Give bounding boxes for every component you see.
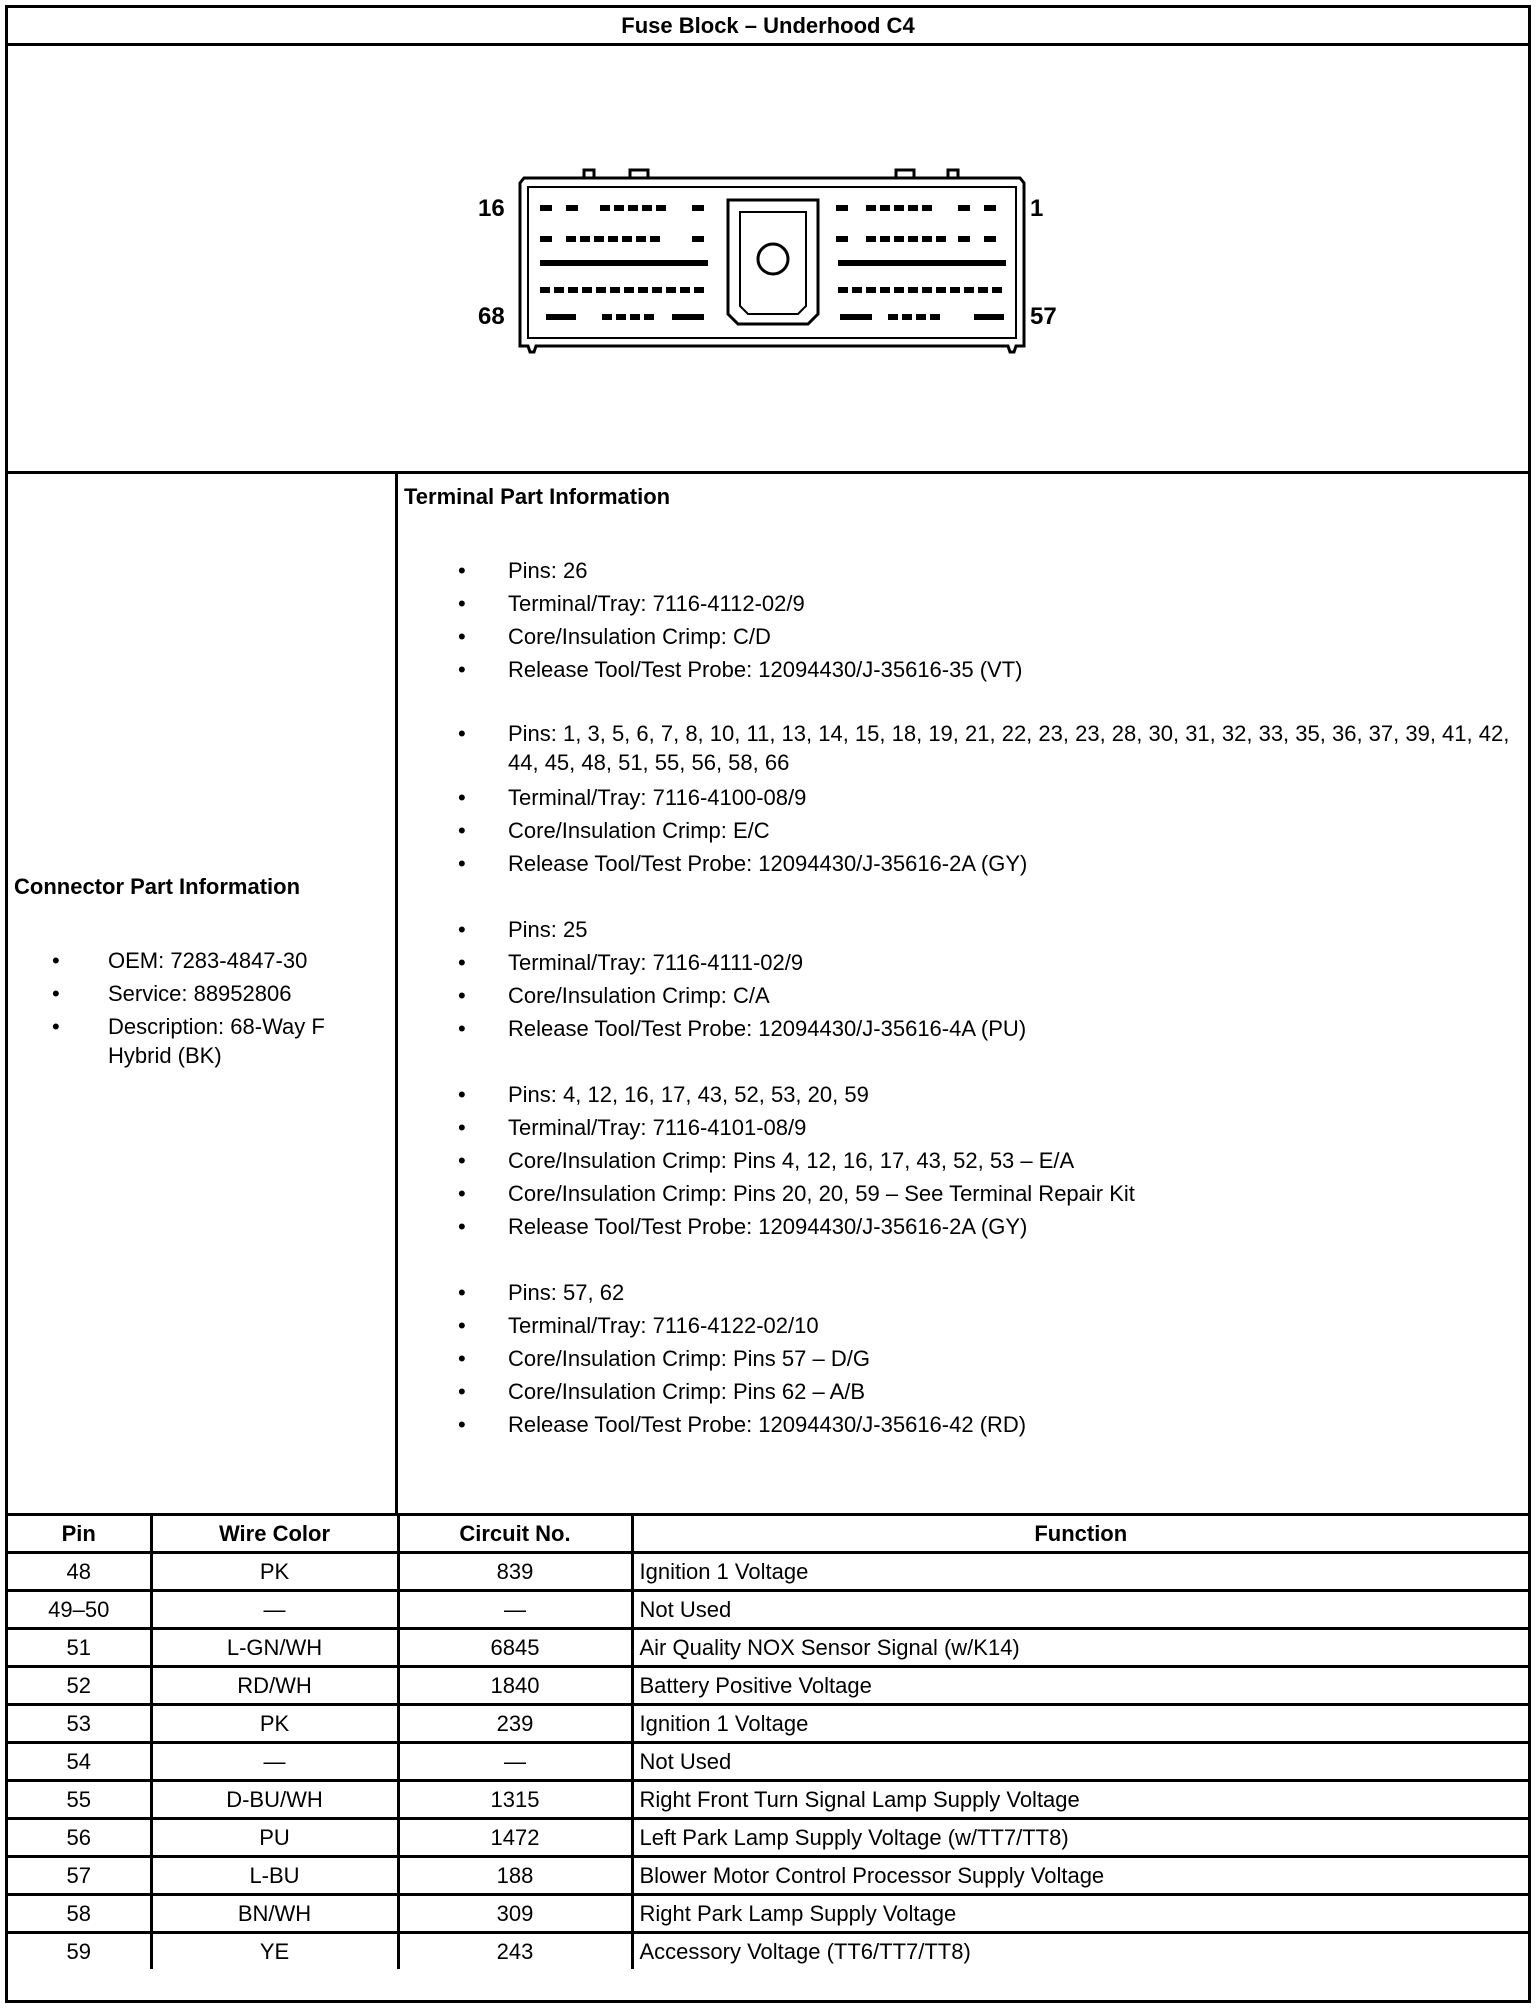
cell-function: Air Quality NOX Sensor Signal (w/K14) (632, 1629, 1528, 1667)
cell-wire-color: BN/WH (151, 1895, 398, 1933)
cell-circuit: 6845 (398, 1629, 632, 1667)
cell-circuit: 188 (398, 1857, 632, 1895)
pin-label-1: 1 (1030, 195, 1044, 222)
cell-pin: 55 (8, 1781, 151, 1819)
table-row (8, 1591, 1528, 1629)
cell-pin: 48 (8, 1553, 151, 1591)
cell-pin: 52 (8, 1667, 151, 1705)
cell-wire-color: PK (151, 1705, 398, 1743)
connector-sheet (5, 5, 1531, 2003)
terminal-info-item: • Pins: 26 (508, 554, 1518, 587)
part-information (8, 474, 1528, 1516)
terminal-info-heading: Terminal Part Information (404, 484, 671, 509)
terminal-info-item: • Release Tool/Test Probe: 12094430/J-35616-4A (PU) (508, 1012, 1518, 1045)
table-row (8, 1629, 1528, 1667)
table-row (8, 1857, 1528, 1895)
terminal-group-1 (508, 554, 1518, 686)
cell-function: Blower Motor Control Processor Supply Voltage (632, 1857, 1528, 1895)
terminal-group-2 (508, 719, 1518, 880)
cell-pin: 54 (8, 1743, 151, 1781)
terminal-part-info (398, 474, 1528, 1513)
cell-pin: 49–50 (8, 1591, 151, 1629)
cell-pin: 59 (8, 1933, 151, 1970)
connector-info-heading: Connector Part Information (14, 874, 301, 899)
terminal-info-item: • Terminal/Tray: 7116-4101-08/9 (508, 1111, 1518, 1144)
cell-circuit: 1315 (398, 1781, 632, 1819)
terminal-info-item: • Pins: 1, 3, 5, 6, 7, 8, 10, 11, 13, 14, 15, 18, 19, 21, 22, 23, 23, 28, 30, 31, 32, 33, 35, 36, 37, 39, 41, 42, 44, 45, 48, 51, 55, 56, 58, 66 (508, 719, 1518, 781)
cell-wire-color: — (151, 1743, 398, 1781)
table-row (8, 1743, 1528, 1781)
header-circuit-no: Circuit No. (398, 1516, 632, 1553)
terminal-info-item: • Release Tool/Test Probe: 12094430/J-35616-35 (VT) (508, 653, 1518, 686)
pin-label-68: 68 (478, 303, 505, 330)
cell-function: Right Front Turn Signal Lamp Supply Voltage (632, 1781, 1528, 1819)
connector-info-item: • Service: 88952806 (108, 979, 388, 1008)
connector-face-drawing (8, 46, 1534, 474)
cell-pin: 53 (8, 1705, 151, 1743)
terminal-info-item: • Pins: 57, 62 (508, 1276, 1518, 1309)
connector-info-item: • Description: 68-Way F Hybrid (BK) (108, 1012, 388, 1070)
terminal-info-item: • Core/Insulation Crimp: E/C (508, 814, 1518, 847)
page-title: Fuse Block – Underhood C4 (8, 8, 1528, 46)
terminal-info-item: • Core/Insulation Crimp: Pins 4, 12, 16, 17, 43, 52, 53 – E/A (508, 1144, 1518, 1177)
connector-info-list (108, 946, 388, 1074)
table-row (8, 1667, 1528, 1705)
cell-pin: 58 (8, 1895, 151, 1933)
terminal-group-5 (508, 1276, 1518, 1441)
cell-pin: 56 (8, 1819, 151, 1857)
terminal-info-item: • Core/Insulation Crimp: Pins 57 – D/G (508, 1342, 1518, 1375)
terminal-info-item: • Pins: 25 (508, 913, 1518, 946)
cell-wire-color: PK (151, 1553, 398, 1591)
cell-pin: 51 (8, 1629, 151, 1667)
table-row (8, 1933, 1528, 1970)
pin-table (8, 1516, 1528, 1969)
cell-function: Ignition 1 Voltage (632, 1705, 1528, 1743)
cell-circuit: 239 (398, 1705, 632, 1743)
cell-circuit: — (398, 1591, 632, 1629)
pin-label-57: 57 (1030, 303, 1057, 330)
terminal-info-item: • Terminal/Tray: 7116-4111-02/9 (508, 946, 1518, 979)
cell-pin: 57 (8, 1857, 151, 1895)
header-function: Function (632, 1516, 1528, 1553)
pin-label-16: 16 (478, 195, 505, 222)
cell-circuit: 1840 (398, 1667, 632, 1705)
cell-wire-color: D-BU/WH (151, 1781, 398, 1819)
cell-circuit: 309 (398, 1895, 632, 1933)
header-wire-color: Wire Color (151, 1516, 398, 1553)
terminal-info-item: • Core/Insulation Crimp: Pins 62 – A/B (508, 1375, 1518, 1408)
cell-wire-color: — (151, 1591, 398, 1629)
terminal-groups (508, 554, 1518, 1474)
table-row (8, 1553, 1528, 1591)
table-row (8, 1895, 1528, 1933)
cell-function: Battery Positive Voltage (632, 1667, 1528, 1705)
cell-wire-color: PU (151, 1819, 398, 1857)
cell-wire-color: L-GN/WH (151, 1629, 398, 1667)
cell-wire-color: L-BU (151, 1857, 398, 1895)
cell-function: Accessory Voltage (TT6/TT7/TT8) (632, 1933, 1528, 1970)
table-row (8, 1705, 1528, 1743)
table-row (8, 1781, 1528, 1819)
terminal-info-item: • Pins: 4, 12, 16, 17, 43, 52, 53, 20, 59 (508, 1078, 1518, 1111)
terminal-info-item: • Terminal/Tray: 7116-4122-02/10 (508, 1309, 1518, 1342)
cell-circuit: 839 (398, 1553, 632, 1591)
connector-part-info (8, 474, 398, 1513)
terminal-group-4 (508, 1078, 1518, 1243)
cell-function: Right Park Lamp Supply Voltage (632, 1895, 1528, 1933)
connector-info-item: • OEM: 7283-4847-30 (108, 946, 388, 975)
terminal-info-item: • Release Tool/Test Probe: 12094430/J-35616-42 (RD) (508, 1408, 1518, 1441)
terminal-info-item: • Terminal/Tray: 7116-4112-02/9 (508, 587, 1518, 620)
cell-wire-color: YE (151, 1933, 398, 1970)
table-header-row (8, 1516, 1528, 1553)
cell-function: Ignition 1 Voltage (632, 1553, 1528, 1591)
terminal-info-item: • Release Tool/Test Probe: 12094430/J-35616-2A (GY) (508, 847, 1518, 880)
terminal-info-item: • Release Tool/Test Probe: 12094430/J-35616-2A (GY) (508, 1210, 1518, 1243)
cell-function: Left Park Lamp Supply Voltage (w/TT7/TT8) (632, 1819, 1528, 1857)
header-pin: Pin (8, 1516, 151, 1553)
cell-wire-color: RD/WH (151, 1667, 398, 1705)
terminal-info-item: • Core/Insulation Crimp: Pins 20, 20, 59 – See Terminal Repair Kit (508, 1177, 1518, 1210)
connector-diagram (8, 46, 1528, 474)
cell-circuit: 1472 (398, 1819, 632, 1857)
terminal-info-item: • Terminal/Tray: 7116-4100-08/9 (508, 781, 1518, 814)
terminal-info-item: • Core/Insulation Crimp: C/A (508, 979, 1518, 1012)
cell-function: Not Used (632, 1743, 1528, 1781)
terminal-info-item: • Core/Insulation Crimp: C/D (508, 620, 1518, 653)
cell-circuit: — (398, 1743, 632, 1781)
cell-circuit: 243 (398, 1933, 632, 1970)
table-row (8, 1819, 1528, 1857)
cell-function: Not Used (632, 1591, 1528, 1629)
terminal-group-3 (508, 913, 1518, 1045)
